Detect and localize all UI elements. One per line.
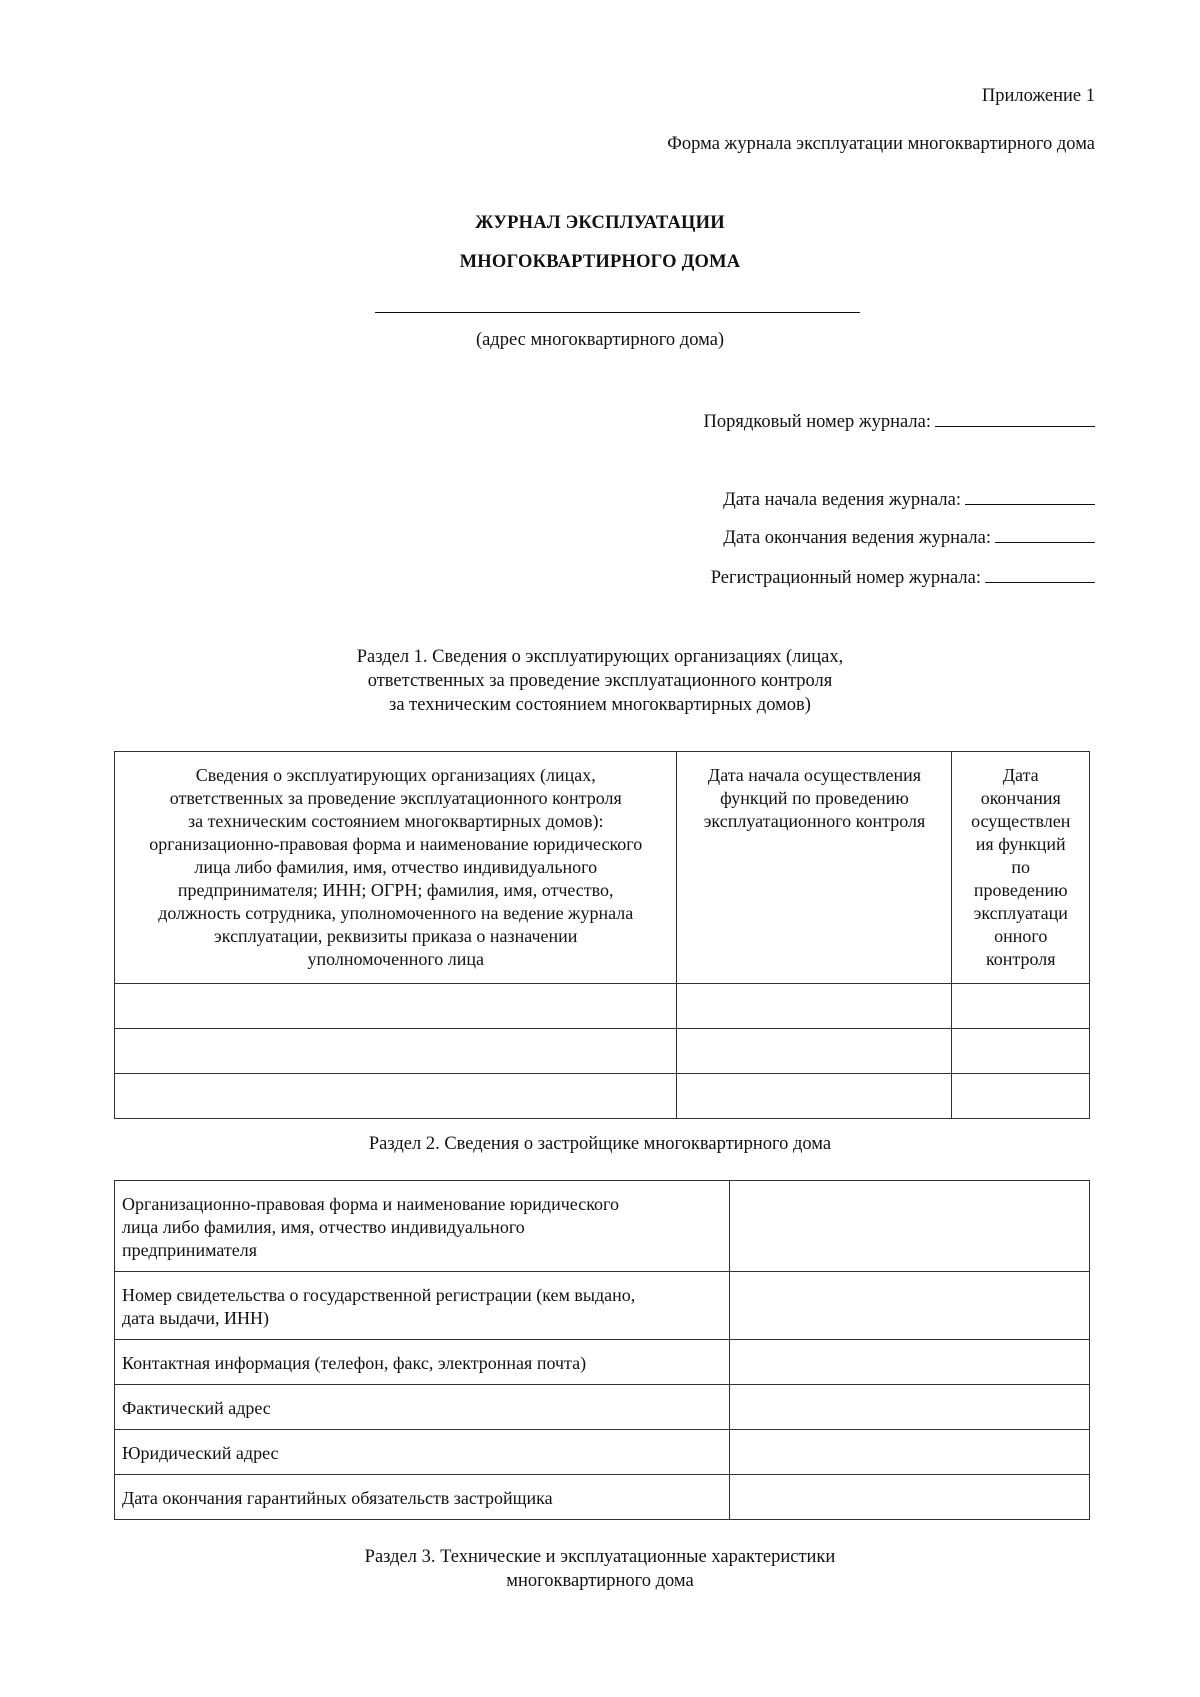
table-cell[interactable] xyxy=(952,1029,1090,1074)
header-line: должность сотрудника, уполномоченного на ведение журнала xyxy=(158,903,634,923)
section1-title-line: ответственных за проведение эксплуатационного контроля xyxy=(367,671,833,691)
row-label-line: Контактная информация (телефон, факс, электронная почта) xyxy=(122,1353,587,1373)
column-header-start-date xyxy=(677,752,952,984)
reg-number-field xyxy=(711,568,1095,589)
section1-title-line: Раздел 1. Сведения о эксплуатирующих организациях (лицах, xyxy=(356,647,844,667)
row-value-cell[interactable] xyxy=(730,1181,1090,1272)
row-value-cell[interactable] xyxy=(730,1340,1090,1385)
row-label-line: Дата окончания гарантийных обязательств застройщика xyxy=(122,1488,553,1508)
table-cell[interactable] xyxy=(115,1029,677,1074)
row-value-cell[interactable] xyxy=(730,1385,1090,1430)
table-row xyxy=(115,984,1090,1029)
journal-title-line1: ЖУРНАЛ ЭКСПЛУАТАЦИИ xyxy=(475,213,725,233)
header-line: за техническим состоянием многоквартирных домов): xyxy=(187,811,604,831)
journal-title-line2: МНОГОКВАРТИРНОГО ДОМА xyxy=(459,252,741,272)
row-label-line: Номер свидетельства о государственной регистрации (кем выдано, xyxy=(122,1285,636,1305)
table-cell[interactable] xyxy=(677,1029,952,1074)
table-row xyxy=(115,1430,1090,1475)
header-line: предпринимателя; ИНН; ОГРН; фамилия, имя, отчество, xyxy=(177,880,614,900)
row-label-line: Организационно-правовая форма и наименование юридического xyxy=(122,1194,619,1214)
row-label xyxy=(115,1272,730,1340)
header-line: проведению xyxy=(973,880,1068,900)
table-row xyxy=(115,1181,1090,1272)
start-date-label: Дата начала ведения журнала: xyxy=(723,490,961,510)
header-line: Дата xyxy=(1002,765,1039,785)
section3-title-line: многоквартирного дома xyxy=(506,1571,694,1591)
header-line: уполномоченного лица xyxy=(307,949,485,969)
address-blank-line[interactable] xyxy=(375,312,860,313)
header-line: ия функций xyxy=(975,834,1066,854)
table-cell[interactable] xyxy=(952,1074,1090,1119)
row-label-line: лица либо фамилия, имя, отчество индивидуального xyxy=(122,1217,525,1237)
table-row xyxy=(115,1029,1090,1074)
row-label xyxy=(115,1385,730,1430)
row-label-line: дата выдачи, ИНН) xyxy=(122,1308,269,1328)
row-label xyxy=(115,1340,730,1385)
header-line: осуществлен xyxy=(971,811,1071,831)
section3-title-line: Раздел 3. Технические и эксплуатационные характеристики xyxy=(364,1547,836,1567)
table-cell[interactable] xyxy=(115,984,677,1029)
serial-number-field xyxy=(703,412,1095,433)
column-header-end-date xyxy=(952,752,1090,984)
header-line: контроля xyxy=(985,949,1056,969)
header-line: эксплуатаци xyxy=(973,903,1068,923)
table-row xyxy=(115,1385,1090,1430)
header-line: окончания xyxy=(980,788,1061,808)
row-label xyxy=(115,1181,730,1272)
row-value-cell[interactable] xyxy=(730,1272,1090,1340)
row-label xyxy=(115,1475,730,1520)
table-cell[interactable] xyxy=(677,984,952,1029)
end-date-field xyxy=(723,528,1095,549)
table-row xyxy=(115,1475,1090,1520)
appendix-label: Приложение 1 xyxy=(981,86,1095,106)
end-date-blank[interactable] xyxy=(995,541,1095,543)
header-line: Сведения о эксплуатирующих организациях (лицах, xyxy=(195,765,596,785)
start-date-blank[interactable] xyxy=(965,503,1095,505)
header-line: эксплуатационного контроля xyxy=(703,811,926,831)
reg-number-label: Регистрационный номер журнала: xyxy=(710,568,981,588)
row-value-cell[interactable] xyxy=(730,1475,1090,1520)
operators-table xyxy=(114,751,1090,1119)
header-line: функций по проведению xyxy=(720,788,909,808)
form-caption: Форма журнала эксплуатации многоквартирного дома xyxy=(667,134,1095,154)
table-row xyxy=(115,1074,1090,1119)
table-header-row xyxy=(115,752,1090,984)
row-label xyxy=(115,1430,730,1475)
table-cell[interactable] xyxy=(677,1074,952,1119)
header-line: ответственных за проведение эксплуатационного контроля xyxy=(169,788,622,808)
header-line: организационно-правовая форма и наименование юридического xyxy=(149,834,643,854)
start-date-field xyxy=(723,490,1095,511)
header-line: эксплуатации, реквизиты приказа о назначении xyxy=(214,926,578,946)
address-caption: (адрес многоквартирного дома) xyxy=(475,330,725,350)
row-label-line: предпринимателя xyxy=(122,1240,257,1260)
row-label-line: Фактический адрес xyxy=(122,1398,271,1418)
section1-title xyxy=(0,645,1200,717)
reg-number-blank[interactable] xyxy=(985,581,1095,583)
header-line: по xyxy=(1011,857,1031,877)
header-line: Дата начала осуществления xyxy=(707,765,922,785)
table-cell[interactable] xyxy=(115,1074,677,1119)
row-label-line: Юридический адрес xyxy=(122,1443,279,1463)
end-date-label: Дата окончания ведения журнала: xyxy=(723,528,991,548)
header-line: лица либо фамилия, имя, отчество индивидуального xyxy=(194,857,598,877)
serial-number-label: Порядковый номер журнала: xyxy=(703,412,931,432)
section3-title xyxy=(0,1545,1200,1593)
developer-table xyxy=(114,1180,1090,1520)
header-line: онного xyxy=(994,926,1048,946)
section1-title-line: за техническим состоянием многоквартирных домов) xyxy=(389,695,811,715)
table-row xyxy=(115,1272,1090,1340)
section2-title: Раздел 2. Сведения о застройщике многоквартирного дома xyxy=(368,1134,832,1154)
column-header-operator-info xyxy=(115,752,677,984)
table-row xyxy=(115,1340,1090,1385)
table-cell[interactable] xyxy=(952,984,1090,1029)
row-value-cell[interactable] xyxy=(730,1430,1090,1475)
serial-number-blank[interactable] xyxy=(935,425,1095,427)
